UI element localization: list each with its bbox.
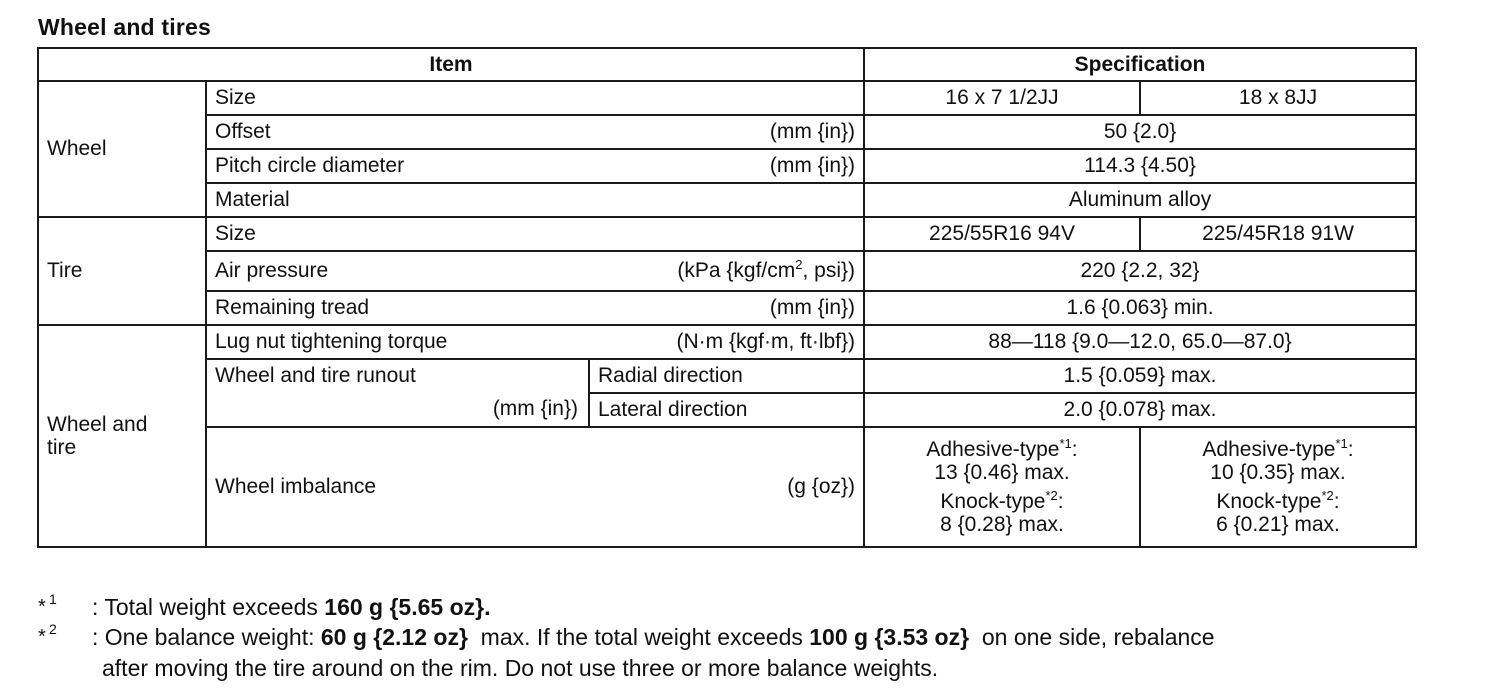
footnote-marker xyxy=(38,592,92,622)
footnote-star: * xyxy=(38,596,46,618)
note-bold-value: 160 g {5.65 oz} xyxy=(324,594,485,620)
item-air-pressure xyxy=(206,251,864,291)
unit-part: , psi}) xyxy=(802,259,856,283)
note-bold-value: 60 g {2.12 oz} xyxy=(320,624,468,651)
note-text: : One balance weight: xyxy=(92,624,321,651)
header-row xyxy=(38,48,1416,81)
item-label: Air pressure xyxy=(215,259,329,283)
spec-table xyxy=(37,47,1417,548)
item-wheel-imbalance xyxy=(206,427,864,547)
note-text: on one side, rebalance xyxy=(969,624,1215,651)
imbalance-adhesive-line xyxy=(1149,435,1407,461)
spec-offset: 50 {2.0} xyxy=(864,115,1416,149)
item-lateral-direction: Lateral direction xyxy=(589,393,864,427)
colon: : xyxy=(1057,490,1064,513)
spec-lateral-direction: 2.0 {0.078} max. xyxy=(864,393,1416,427)
imbalance-value: 13 {0.46} max. xyxy=(934,460,1070,484)
footnote-1 xyxy=(38,592,1422,622)
header-item: Item xyxy=(38,48,864,81)
imbalance-type-label: Adhesive-type xyxy=(926,437,1060,461)
footnote-ref: *1 xyxy=(1335,435,1348,451)
note-end: . xyxy=(484,594,491,620)
item-material: Material xyxy=(206,183,864,217)
group-wheel: Wheel xyxy=(38,81,206,217)
item-unit: (mm {in}) xyxy=(769,296,856,320)
item-label: Lug nut tightening torque xyxy=(215,330,448,354)
item-unit: (mm {in}) xyxy=(769,154,856,178)
table-row xyxy=(38,149,1416,183)
table-row xyxy=(38,291,1416,325)
item-wheel-size: Size xyxy=(206,81,864,115)
note-text: max. If the total weight exceeds xyxy=(467,624,810,651)
table-row xyxy=(38,217,1416,251)
spec-imbalance-18 xyxy=(1140,427,1416,547)
header-specification: Specification xyxy=(864,48,1416,81)
item-label: Wheel imbalance xyxy=(215,475,377,499)
item-label: Pitch circle diameter xyxy=(215,154,405,178)
spec-air-pressure: 220 {2.2, 32} xyxy=(864,251,1416,291)
spec-pitch-circle-diameter: 114.3 {4.50} xyxy=(864,149,1416,183)
footnote-number: 1 xyxy=(49,591,57,607)
imbalance-value: 10 {0.35} max. xyxy=(1210,460,1346,484)
item-unit: (mm {in}) xyxy=(492,396,578,420)
colon: : xyxy=(1347,437,1354,461)
table-row xyxy=(38,359,1416,393)
colon: : xyxy=(1333,490,1340,513)
imbalance-type-label: Knock-type xyxy=(1216,490,1322,513)
footnote-ref: *2 xyxy=(1321,488,1334,503)
spec-remaining-tread: 1.6 {0.063} min. xyxy=(864,291,1416,325)
footnote-text xyxy=(92,622,1422,683)
footnote-ref: *2 xyxy=(1045,488,1058,503)
footnote-marker xyxy=(38,622,92,683)
table-row xyxy=(38,81,1416,115)
table-row xyxy=(38,251,1416,291)
imbalance-type-label: Adhesive-type xyxy=(1202,437,1336,461)
page-title: Wheel and tires xyxy=(38,14,211,40)
note-text: after moving the tire around on the rim. Do not use three or more balance weights. xyxy=(102,654,939,681)
footnote-star: * xyxy=(38,626,46,649)
spec-wheel-size-16: 16 x 7 1/2JJ xyxy=(864,81,1140,115)
footnote-ref: *1 xyxy=(1059,435,1072,451)
spec-imbalance-16 xyxy=(864,427,1140,547)
note-bold-value: 100 g {3.53 oz} xyxy=(809,624,970,651)
item-unit: (N·m {kgf·m, ft·lbf}) xyxy=(676,330,856,354)
table-row xyxy=(38,115,1416,149)
unit-superscript: 2 xyxy=(795,257,803,273)
imbalance-adhesive-line xyxy=(873,435,1131,461)
imbalance-value: 6 {0.21} max. xyxy=(1216,513,1340,537)
note-text: : Total weight exceeds xyxy=(92,594,325,620)
item-unit xyxy=(677,259,855,282)
footnote-text xyxy=(92,592,1422,622)
imbalance-type-label: Knock-type xyxy=(940,490,1046,513)
item-unit: (g {oz}) xyxy=(787,475,856,499)
footnote-number: 2 xyxy=(49,621,57,638)
spec-material: Aluminum alloy xyxy=(864,183,1416,217)
spec-wheel-size-18: 18 x 8JJ xyxy=(1140,81,1416,115)
imbalance-knock-line xyxy=(873,490,1131,513)
table-row xyxy=(38,325,1416,359)
item-label: Offset xyxy=(215,120,271,144)
item-label: Remaining tread xyxy=(215,296,370,320)
item-offset xyxy=(206,115,864,149)
item-unit: (mm {in}) xyxy=(769,120,856,144)
imbalance-knock-line xyxy=(1149,490,1407,513)
item-lug-nut-torque xyxy=(206,325,864,359)
colon: : xyxy=(1071,437,1078,461)
footnote-2 xyxy=(38,622,1422,683)
table-row xyxy=(38,183,1416,217)
table-row xyxy=(38,427,1416,547)
spec-lug-nut-torque: 88—118 {9.0—12.0, 65.0—87.0} xyxy=(864,325,1416,359)
unit-part: (kPa {kgf/cm xyxy=(677,259,796,283)
item-pitch-circle-diameter xyxy=(206,149,864,183)
footnotes xyxy=(38,592,1422,683)
group-tire: Tire xyxy=(38,217,206,325)
item-runout xyxy=(206,359,589,427)
spec-radial-direction: 1.5 {0.059} max. xyxy=(864,359,1416,393)
item-tire-size: Size xyxy=(206,217,864,251)
item-remaining-tread xyxy=(206,291,864,325)
spec-tire-size-16: 225/55R16 94V xyxy=(864,217,1140,251)
item-radial-direction: Radial direction xyxy=(589,359,864,393)
group-label-line: tire xyxy=(47,436,77,459)
spec-tire-size-18: 225/45R18 91W xyxy=(1140,217,1416,251)
group-label-line: Wheel and xyxy=(47,412,148,436)
group-wheel-and-tire xyxy=(38,325,206,547)
imbalance-value: 8 {0.28} max. xyxy=(940,513,1064,537)
item-label: Wheel and tire runout xyxy=(215,364,416,387)
